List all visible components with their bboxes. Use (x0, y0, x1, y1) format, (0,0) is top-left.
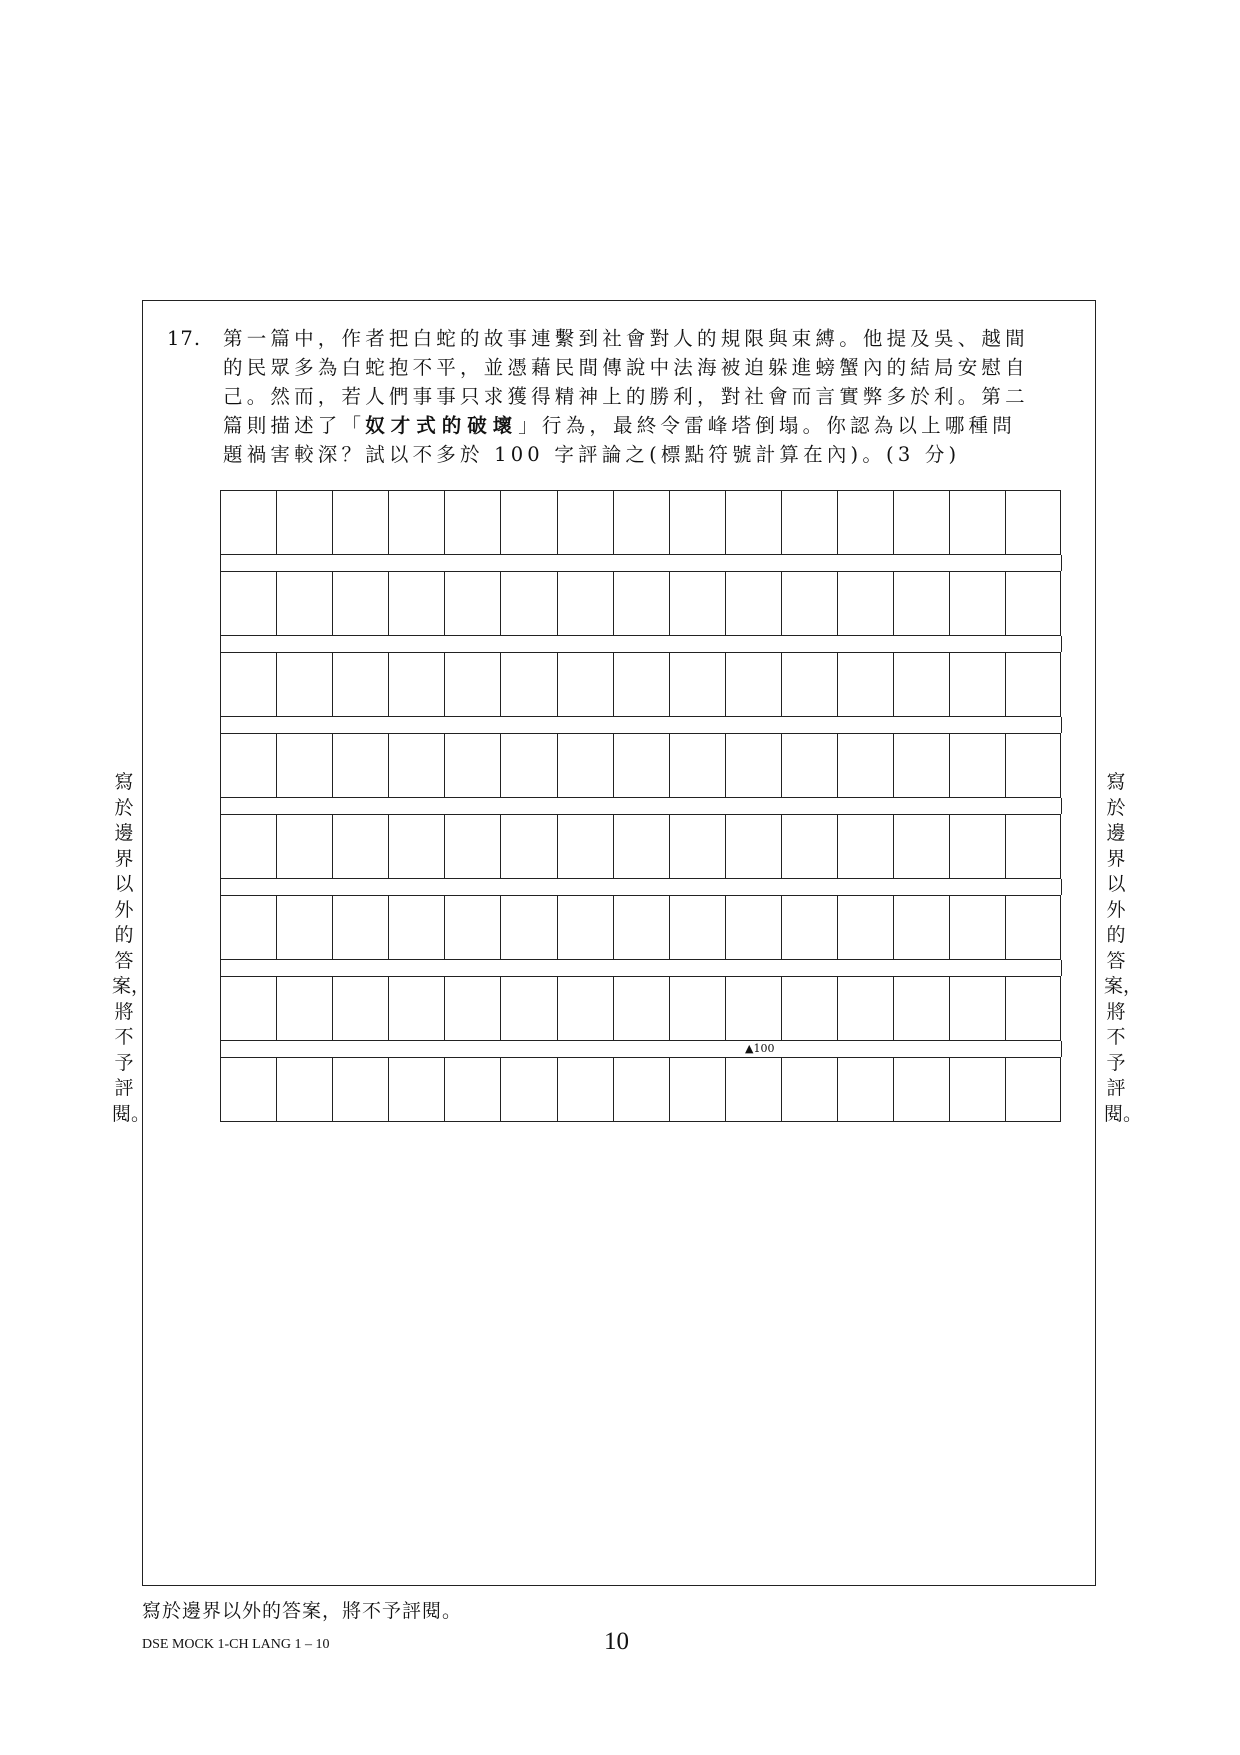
question-line-4-pre: 篇則描述了「 (223, 414, 366, 437)
grid-cell[interactable] (725, 814, 781, 879)
grid-cell[interactable] (669, 976, 725, 1041)
grid-cell[interactable] (837, 571, 893, 636)
question-text (223, 324, 1083, 469)
grid-cell[interactable] (781, 733, 837, 798)
grid-cell[interactable] (557, 571, 613, 636)
grid-cell[interactable] (444, 733, 500, 798)
grid-cell[interactable] (444, 652, 500, 717)
grid-cell[interactable] (220, 733, 276, 798)
grid-cell[interactable] (949, 895, 1005, 960)
grid-cell[interactable] (837, 1057, 893, 1122)
grid-cell[interactable] (725, 490, 781, 555)
grid-cell[interactable] (557, 652, 613, 717)
grid-cell[interactable] (388, 652, 444, 717)
grid-cell[interactable] (276, 1057, 332, 1122)
grid-row (220, 814, 1062, 879)
left-margin-note: 寫於邊界以外的答案，將不予評閱。 (112, 771, 151, 1125)
grid-cell[interactable] (500, 571, 556, 636)
grid-row-gap (220, 1041, 1062, 1057)
question-line-3: 己。然而，若人們事事只求獲得精神上的勝利，對社會而言實弊多於利。第二 (223, 385, 1029, 408)
grid-row-gap (220, 555, 1062, 571)
grid-cell[interactable] (893, 490, 949, 555)
grid-cell[interactable] (500, 976, 556, 1041)
grid-cell[interactable] (1005, 490, 1061, 555)
grid-cell[interactable] (837, 733, 893, 798)
grid-row (220, 976, 1062, 1041)
grid-cell[interactable] (781, 814, 837, 879)
grid-cell[interactable] (893, 571, 949, 636)
grid-cell[interactable] (613, 976, 669, 1041)
grid-cell[interactable] (893, 814, 949, 879)
grid-cell[interactable] (332, 490, 388, 555)
grid-cell[interactable] (276, 976, 332, 1041)
grid-cell[interactable] (388, 814, 444, 879)
grid-cell[interactable] (669, 571, 725, 636)
grid-cell[interactable] (837, 895, 893, 960)
grid-row (220, 1057, 1062, 1122)
grid-row-gap (220, 960, 1062, 976)
grid-cell[interactable] (444, 895, 500, 960)
grid-cell[interactable] (613, 1057, 669, 1122)
hundred-char-marker: ▲100 (745, 1042, 775, 1055)
grid-cell[interactable] (220, 571, 276, 636)
grid-cell[interactable] (949, 976, 1005, 1041)
grid-cell[interactable] (669, 733, 725, 798)
grid-cell[interactable] (613, 814, 669, 879)
grid-row (220, 733, 1062, 798)
grid-cell[interactable] (781, 1057, 837, 1122)
grid-cell[interactable] (781, 652, 837, 717)
grid-cell[interactable] (332, 895, 388, 960)
grid-cell[interactable] (613, 895, 669, 960)
grid-cell[interactable] (388, 1057, 444, 1122)
grid-cell[interactable] (332, 571, 388, 636)
grid-cell[interactable] (1005, 814, 1061, 879)
question-line-4-post: 」行為，最終令雷峰塔倒塌。你認為以上哪種問 (518, 414, 1016, 437)
grid-cell[interactable] (893, 976, 949, 1041)
grid-cell[interactable] (220, 652, 276, 717)
grid-cell[interactable] (837, 814, 893, 879)
question-number: 17. (167, 327, 202, 350)
grid-cell[interactable] (837, 652, 893, 717)
grid-cell[interactable] (220, 895, 276, 960)
grid-cell[interactable] (613, 571, 669, 636)
grid-cell[interactable] (332, 814, 388, 879)
grid-cell[interactable] (557, 895, 613, 960)
grid-cell[interactable] (669, 1057, 725, 1122)
grid-cell[interactable] (669, 895, 725, 960)
grid-cell[interactable] (893, 895, 949, 960)
grid-cell[interactable] (332, 1057, 388, 1122)
grid-cell[interactable] (725, 733, 781, 798)
grid-cell[interactable] (500, 895, 556, 960)
grid-cell[interactable] (1005, 652, 1061, 717)
grid-cell[interactable] (781, 571, 837, 636)
grid-cell[interactable] (613, 490, 669, 555)
question-line-4 (223, 411, 1083, 440)
grid-cell[interactable] (220, 976, 276, 1041)
footer-note: 寫於邊界以外的答案，將不予評閱。 (142, 1600, 463, 1622)
grid-cell[interactable] (1005, 1057, 1061, 1122)
grid-cell[interactable] (500, 733, 556, 798)
grid-cell[interactable] (388, 571, 444, 636)
grid-cell[interactable] (781, 976, 837, 1041)
grid-cell[interactable] (276, 490, 332, 555)
grid-row-gap (220, 636, 1062, 652)
grid-cell[interactable] (332, 733, 388, 798)
grid-cell[interactable] (949, 733, 1005, 798)
grid-cell[interactable] (276, 895, 332, 960)
grid-cell[interactable] (893, 1057, 949, 1122)
grid-cell[interactable] (669, 490, 725, 555)
grid-cell[interactable] (332, 652, 388, 717)
grid-cell[interactable] (1005, 733, 1061, 798)
grid-cell[interactable] (837, 490, 893, 555)
grid-cell[interactable] (557, 1057, 613, 1122)
grid-cell[interactable] (276, 814, 332, 879)
grid-cell[interactable] (557, 976, 613, 1041)
grid-cell[interactable] (669, 814, 725, 879)
grid-cell[interactable] (444, 1057, 500, 1122)
grid-cell[interactable] (388, 976, 444, 1041)
grid-cell[interactable] (613, 652, 669, 717)
grid-cell[interactable] (276, 571, 332, 636)
grid-cell[interactable] (893, 733, 949, 798)
grid-cell[interactable] (725, 652, 781, 717)
grid-cell[interactable] (557, 490, 613, 555)
exam-code: DSE MOCK 1-CH LANG 1 – 10 (142, 1637, 330, 1652)
grid-cell[interactable] (949, 814, 1005, 879)
grid-cell[interactable] (949, 490, 1005, 555)
grid-cell[interactable] (893, 652, 949, 717)
grid-cell[interactable] (1005, 571, 1061, 636)
grid-cell[interactable] (949, 652, 1005, 717)
grid-cell[interactable] (500, 1057, 556, 1122)
question-line-2: 的民眾多為白蛇抱不平，並憑藉民間傳說中法海被迫躲進螃蟹內的結局安慰自 (223, 356, 1029, 379)
grid-cell[interactable] (725, 1057, 781, 1122)
grid-cell[interactable] (444, 490, 500, 555)
grid-cell[interactable] (725, 895, 781, 960)
grid-cell[interactable] (220, 1057, 276, 1122)
right-margin-note: 寫於邊界以外的答案，將不予評閱。 (1104, 771, 1143, 1125)
grid-row-gap (220, 879, 1062, 895)
grid-row (220, 652, 1062, 717)
grid-cell[interactable] (1005, 895, 1061, 960)
grid-cell[interactable] (500, 652, 556, 717)
grid-cell[interactable] (444, 976, 500, 1041)
grid-cell[interactable] (220, 814, 276, 879)
grid-cell[interactable] (669, 652, 725, 717)
grid-row (220, 895, 1062, 960)
grid-cell[interactable] (500, 490, 556, 555)
grid-cell[interactable] (500, 814, 556, 879)
grid-row-gap (220, 798, 1062, 814)
grid-cell[interactable] (388, 490, 444, 555)
grid-cell[interactable] (949, 571, 1005, 636)
grid-cell[interactable] (1005, 976, 1061, 1041)
grid-cell[interactable] (781, 895, 837, 960)
question-line-1: 第一篇中，作者把白蛇的故事連繫到社會對人的規限與束縛。他提及吳、越間 (223, 327, 1029, 350)
grid-cell[interactable] (276, 652, 332, 717)
grid-cell[interactable] (837, 976, 893, 1041)
grid-cell[interactable] (613, 733, 669, 798)
grid-cell[interactable] (949, 1057, 1005, 1122)
grid-cell[interactable] (220, 490, 276, 555)
grid-cell[interactable] (725, 976, 781, 1041)
grid-cell[interactable] (557, 733, 613, 798)
grid-cell[interactable] (444, 571, 500, 636)
grid-cell[interactable] (557, 814, 613, 879)
grid-cell[interactable] (725, 571, 781, 636)
grid-row-gap (220, 717, 1062, 733)
page-number: 10 (604, 1628, 629, 1655)
answer-grid[interactable] (220, 490, 1062, 1122)
grid-cell[interactable] (388, 895, 444, 960)
grid-cell[interactable] (444, 814, 500, 879)
grid-cell[interactable] (332, 976, 388, 1041)
grid-row (220, 490, 1062, 555)
question-line-5: 題禍害較深？試以不多於 100 字評論之(標點符號計算在內)。(3 分) (223, 443, 961, 466)
grid-cell[interactable] (276, 733, 332, 798)
grid-cell[interactable] (388, 733, 444, 798)
question-emphasis: 奴才式的破壞 (365, 414, 519, 437)
grid-row (220, 571, 1062, 636)
grid-cell[interactable] (781, 490, 837, 555)
